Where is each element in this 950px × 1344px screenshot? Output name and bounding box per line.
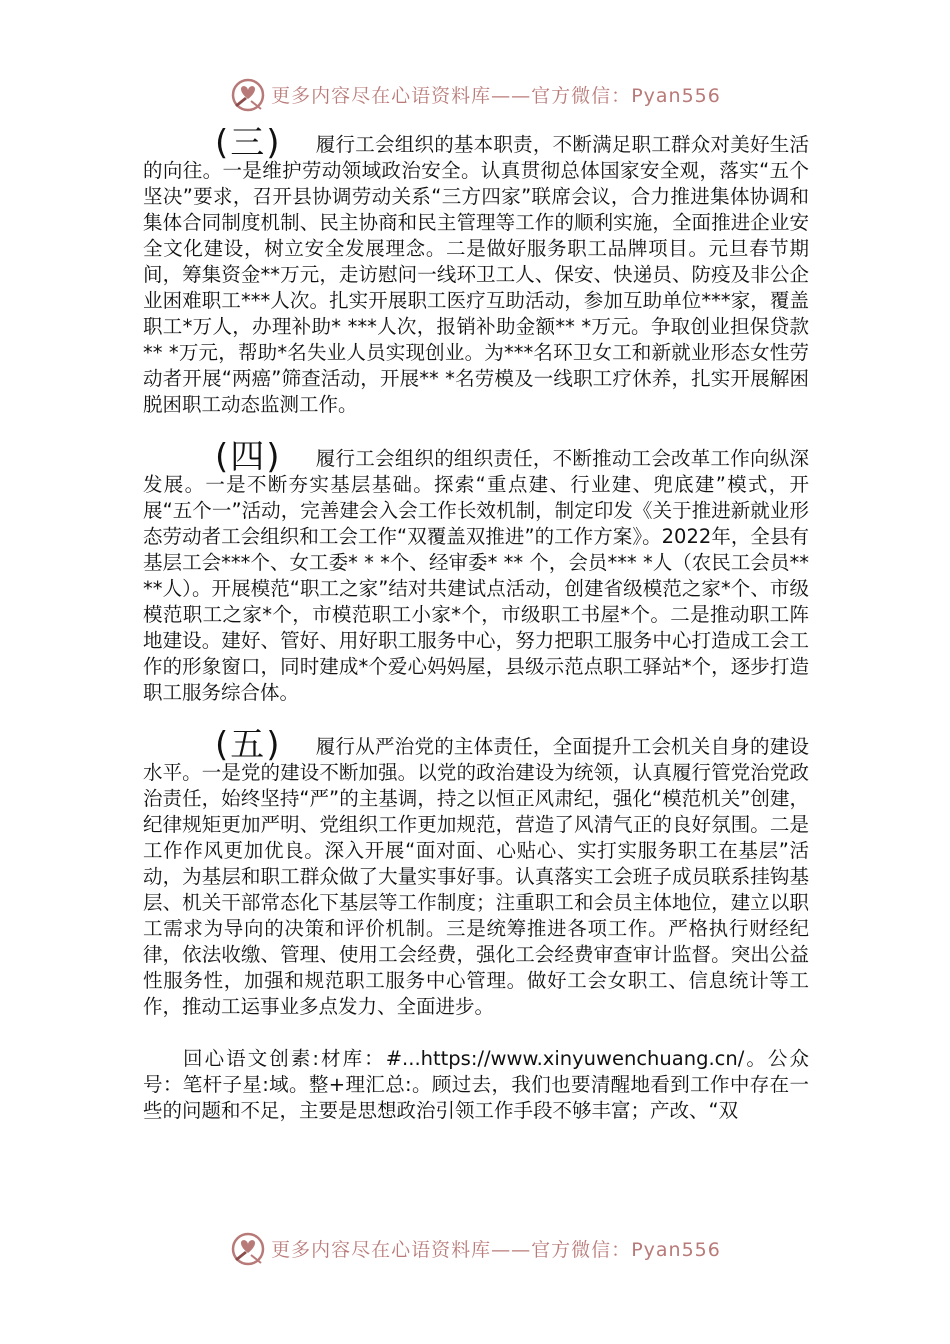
banner-title: 更多内容尽在心语资料库 — [271, 1238, 492, 1261]
heart-pen-logo-icon — [229, 75, 267, 113]
banner-text — [271, 81, 721, 108]
footer-watermark — [0, 1226, 950, 1270]
section-text: 履行从严治党的主体责任，全面提升工会机关自身的建设水平。一是党的建设不断加强。以党的政治建设为统领，认真履行管党治党政治责任，始终坚持“严”的主基调，持之以恒正风肃纪，强化“模范机关”创建，纪律规矩更加严明、党组织工作更加规范，营造了风清气正的良好氛围。二是工作作风更加优良。深入开展“面对面、心贴心、实打实服务职工在基层”活动，为基层和职工群众做了大量实事好事。认真落实工会班子成员联系挂钩基层、机关干部常态化下基层等工作制度；注重职工和会员主体地位，建立以职工需求为导向的决策和评价机制。三是统筹推进各项工作。严格执行财经纪律，依法收缴、管理、使用工会经费，强化工会经费审查审计监督。突出公益性服务性，加强和规范职工服务中心管理。做好工会女职工、信息统计等工作，推动工运事业多点发力、全面进步。 — [143, 735, 809, 1018]
section-3 — [143, 123, 809, 418]
section-text: 履行工会组织的组织责任，不断推动工会改革工作向纵深发展。一是不断夯实基层基础。探索“重点建、行业建、兜底建”模式，开展“五个一”活动，完善建会入会工作长效机制，制定印发《关于推进新就业形态劳动者工会组织和工会工作“双覆盖双推进”的工作方案》。2022年，全县有基层工会***个、女工委* * *个、经审委* ** 个，会员*** *人（农民工会员** **人）。开展模范“职工之家”结对共建试点活动，创建省级模范之家*个、市级模范职工之家*个，市模范职工小家*个，市级职工书屋*个。二是推动职工阵地建设。建好、管好、用好职工服务中心，努力把职工服务中心打造成工会工作的形象窗口，同时建成*个爱心妈妈屋，县级示范点职工驿站*个，逐步打造职工服务综合体。 — [143, 447, 809, 704]
section-5 — [143, 725, 809, 1020]
section-number: (三) — [215, 123, 282, 163]
heart-pen-logo-icon — [229, 1229, 267, 1267]
banner-wechat-label: 官方微信： — [531, 1238, 632, 1261]
section-number: (五) — [215, 725, 282, 765]
closing-paragraph: 回心语文创素:材库：#...https://www.xinyuwenchuang.cn/。公众号：笔杆子星:域。整+理汇总:。顾过去，我们也要清醒地看到工作中存在一些的问题和不足，主要是思想政治引领工作手段不够丰富；产改、“双 — [143, 1047, 809, 1122]
banner-dash: —— — [491, 1238, 532, 1261]
section-4 — [143, 437, 809, 706]
banner-wechat-id: Pyan556 — [631, 84, 721, 107]
header-watermark — [0, 72, 950, 116]
banner-dash: —— — [491, 84, 532, 107]
document-body — [143, 123, 809, 1124]
section-number: (四) — [215, 437, 282, 477]
banner-title: 更多内容尽在心语资料库 — [271, 84, 492, 107]
banner-wechat-label: 官方微信： — [531, 84, 632, 107]
banner-text — [271, 1235, 721, 1262]
section-text: 履行工会组织的基本职责，不断满足职工群众对美好生活的向往。一是维护劳动领域政治安全。认真贯彻总体国家安全观，落实“五个坚决”要求，召开县协调劳动关系“三方四家”联席会议，合力推进集体协调和集体合同制度机制、民主协商和民主管理等工作的顺利实施，全面推进企业安全文化建设，树立安全发展理念。二是做好服务职工品牌项目。元旦春节期间，筹集资金**万元，走访慰问一线环卫工人、保安、快递员、防疫及非公企业困难职工***人次。扎实开展职工医疗互助活动，参加互助单位***家，覆盖职工*万人，办理补助* ***人次，报销补助金额** *万元。争取创业担保贷款** *万元，帮助*名失业人员实现创业。为***名环卫女工和新就业形态女性劳动者开展“两癌”筛查活动，开展** *名劳模及一线职工疗休养，扎实开展解困脱困职工动态监测工作。 — [143, 133, 809, 416]
banner-wechat-id: Pyan556 — [631, 1238, 721, 1261]
